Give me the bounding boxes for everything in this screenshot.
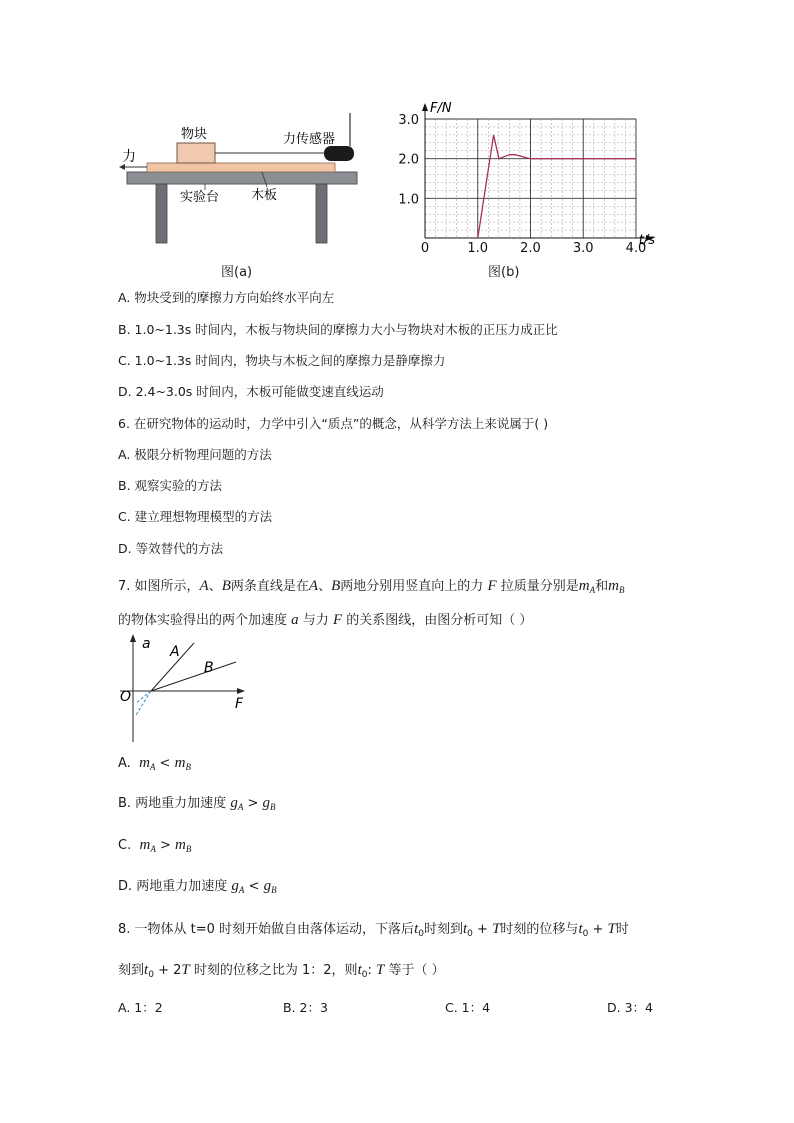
x-tick-label: 4.0 xyxy=(625,241,647,256)
y-tick-label: 2.0 xyxy=(398,152,419,168)
q7-line-b-label: B xyxy=(204,660,214,676)
x-axis-label: t/s xyxy=(638,233,655,248)
q7-option-a: A. $m_A < m_B$ xyxy=(118,755,191,772)
q6-option-b: B. 观察实验的方法 xyxy=(118,478,223,493)
table-top xyxy=(127,172,357,184)
q5-option-d: D. 2.4~3.0s 时间内，木板可能做变速直线运动 xyxy=(118,384,384,399)
board-label: 木板 xyxy=(251,188,278,203)
q5-option-c: C. 1.0~1.3s 时间内，物块与木板之间的摩擦力是静摩擦力 xyxy=(118,353,446,368)
q5-option-a: A. 物块受到的摩擦力方向始终水平向左 xyxy=(118,290,335,305)
q7-stem-line2: 的物体实验得出的两个加速度 a 与力 F 的关系图线，由图分析可知（ ） xyxy=(118,612,533,628)
sensor-label: 力传感器 xyxy=(283,132,336,147)
q7-option-d: D. 两地重力加速度 $g_A < g_B$ xyxy=(118,878,277,895)
force-label: 力 xyxy=(122,149,136,165)
figure-b-chart xyxy=(390,95,660,260)
q8-stem-line1: 8. 一物体从 t=0 时刻开始做自由落体运动，下落后$t_0$时刻到$t_0 + T$时刻的位移与$t_0 + T$时 xyxy=(118,921,629,939)
q7-origin-label: O xyxy=(120,689,132,705)
q7-option-b: B. 两地重力加速度 $g_A > g_B$ xyxy=(118,795,276,812)
q7-graph xyxy=(118,632,250,744)
board xyxy=(147,163,335,172)
q8-option-b: B. 2：3 xyxy=(283,1000,328,1015)
q8-option-d: D. 3：4 xyxy=(607,1000,653,1015)
q6-option-c: C. 建立理想物理模型的方法 xyxy=(118,509,273,524)
figure-b-caption: 图(b) xyxy=(488,265,520,280)
q7-line-a-extension xyxy=(136,691,151,715)
table-leg-left xyxy=(156,184,167,243)
q7-stem-line1: 7. 如图所示，A、B两条直线是在A、B两地分别用竖直向上的力 F 拉质量分别是$m_A$和$m_B$ xyxy=(118,578,625,595)
q8-stem-line2: 刻到$t_0 + 2T$ 时刻的位移之比为 1：2，则$t_0$: T 等于（ ） xyxy=(118,962,445,980)
table-label: 实验台 xyxy=(180,190,220,205)
block-label: 物块 xyxy=(181,127,208,142)
x-tick-label: 1.0 xyxy=(467,241,489,256)
q7-line-b-extension xyxy=(136,691,151,703)
block xyxy=(177,143,215,163)
q6-option-a: A. 极限分析物理问题的方法 xyxy=(118,447,272,462)
chart-series xyxy=(478,135,636,238)
y-axis-label: F/N xyxy=(430,101,452,116)
chart-grid xyxy=(425,119,636,238)
figure-a-caption: 图(a) xyxy=(221,265,253,280)
q7-line-a-label: A xyxy=(170,644,180,660)
q7-option-c: C. $m_A > m_B$ xyxy=(118,837,192,854)
q6-option-d: D. 等效替代的方法 xyxy=(118,541,224,556)
x-tick-label: 3.0 xyxy=(572,241,594,256)
q6-stem: 6. 在研究物体的运动时，力学中引入“质点”的概念，从科学方法上来说属于( ) xyxy=(118,416,549,431)
force-sensor xyxy=(324,146,354,161)
q7-f-axis-label: F xyxy=(235,696,244,712)
y-tick-label: 1.0 xyxy=(398,192,419,208)
x-tick-label: 2.0 xyxy=(520,241,541,256)
x-tick-label: 0 xyxy=(420,241,430,256)
y-axis-arrow xyxy=(422,103,428,111)
table-leg-right xyxy=(316,184,327,243)
q7-a-axis-label: a xyxy=(142,636,151,652)
q8-option-a: A. 1：2 xyxy=(118,1000,163,1015)
series-line-f xyxy=(478,135,636,238)
y-tick-label: 3.0 xyxy=(398,113,419,128)
figure-a-diagram xyxy=(118,112,378,247)
q7-y-arrow xyxy=(130,634,136,642)
q8-option-c: C. 1：4 xyxy=(445,1000,491,1015)
q5-option-b: B. 1.0~1.3s 时间内，木板与物块间的摩擦力大小与物块对木板的正压力成正比 xyxy=(118,322,558,337)
q7-x-arrow xyxy=(237,688,245,694)
